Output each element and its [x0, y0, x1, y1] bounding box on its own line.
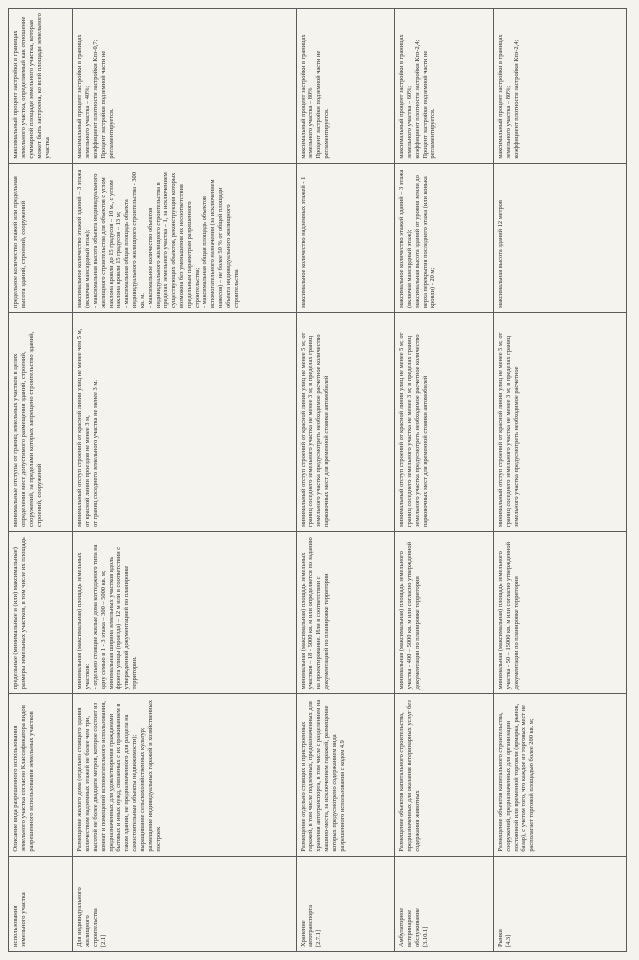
header-plot-sizes: предельные (минимальные и (или) максимальные) размеры земельных участков, в том числе их площадь	[9, 532, 73, 694]
header-use-description: Описание вида разрешенного использования земельного участка согласно Классификатора видов разрешенного использования земельных участков	[9, 694, 73, 856]
cell-plot-sizes: минимальная (максимальная) площадь земельных участков: - отдельно стоящие жилые дома коттеджного типа на одну семью в 1 - 3 этажа – 300 – 5000 кв. м; минимальная ширина земельных участков вдоль фронта улицы (проезда) – 12 м или в соответствии с утвержденной документацией по планировке территории.	[73, 532, 296, 694]
cell-floors-height: максимальное количество этажей зданий – 3 этажа (включая мансардный этаж); - максимальная высота объекта индивидуального жилищного строительства для объектов с углом наклона кровли до 15 градусов – 10 м., с углом наклона кровли 15 градусов – 13 м; - максимальная общая площадь объекта индивидуального жилищного строительства - 300 кв. м. - максимальное количество объектов индивидуального жилищного строительства в пределах земельного участка – 1, за исключением существующих объектов, реконструкция которых возможна без уменьшения их несоответствия предельным параметрам разрешенного строительства; - максимальная общая площадь объектов вспомогательного назначения (за исключением навесов) – не более 50 % от общей площади объекта индивидуального жилищного строительства	[73, 163, 296, 312]
header-use-name: использования земельного участка	[9, 856, 73, 951]
table-header-row	[9, 9, 73, 952]
cell-coverage: максимальный процент застройки в границах земельного участка – 80%; коэффициент плотности застройки Кпз-2,4;	[493, 9, 626, 164]
header-floors-height: предельное количество этажей или предельная высота зданий, строений, сооружений	[9, 163, 73, 312]
header-coverage: максимальный процент застройки в границах земельного участка, определяемый как отношение суммарной площади земельного участка, которая может быть застроена, ко всей площади земельного участка	[9, 9, 73, 164]
land-use-regulations-table	[8, 8, 627, 952]
cell-use-description: Размещение жилого дома (отдельно стоящего здания количеством надземных этажей не более чем три, высотой не более двадцати метров, которое состоит из комнат и помещений вспомогательного использования, предназначенных для удовлетворения гражданами бытовых и иных нужд, связанных с их проживанием в таком здании, не предназначенного для раздела на самостоятельные объекты недвижимости); выращивание сельскохозяйственных культур; размещение индивидуальных гаражей и хозяйственных построек	[73, 694, 296, 856]
cell-setbacks: минимальный отступ строений от красной линии улиц не менее 5 м; от границ соседнего земельного участка не менее 3 м; в пределах границ земельного участка предусмотреть необходимое расчетное	[493, 313, 626, 532]
cell-coverage: максимальный процент застройки в границах земельного участка – 60%; коэффициент плотности застройки Кпз-2,4; Процент застройки подземной части не регламентируется.	[395, 9, 494, 164]
table-row	[395, 9, 494, 952]
header-setbacks: минимальные отступы от границ земельных участков в целях определения мест допустимого размещения зданий, строений, сооружений, за пределами которых запрещено строительство зданий, строений, сооружений	[9, 313, 73, 532]
cell-plot-sizes: минимальная (максимальная) площадь земельного участка - 400 – 5000 кв. м или согласно утвержденной документации по планировке территории	[395, 532, 494, 694]
cell-use-name: Хранение автотранспорта [2.7.1]	[296, 856, 395, 951]
cell-plot-sizes: минимальная (максимальная) площадь земельного участка - 50 – 15000 кв. м или согласно утвержденной документации по планировке территории	[493, 532, 626, 694]
cell-coverage: максимальный процент застройки в границах земельного участка – 40%; коэффициент плотности застройки Кпз-0,7; Процент застройки подземной части не регламентируется.	[73, 9, 296, 164]
cell-use-description: Размещение объектов капитального строительства, предназначенных для оказания ветеринарных услуг без содержания животных	[395, 694, 494, 856]
cell-floors-height: максимальное количество этажей зданий – 3 этажа (включая мансардный этаж); максимальная высота зданий от уровня земли до верха перекрытия последнего этажа (или конька кровли) - 20 м;	[395, 163, 494, 312]
cell-use-name: Рынки [4.3]	[493, 856, 626, 951]
cell-use-name: Амбулаторное ветеринарное обслуживание [3.10.1]	[395, 856, 494, 951]
cell-floors-height: максимальное количество надземных этажей - 1	[296, 163, 395, 312]
cell-plot-sizes: минимальная (максимальная) площадь земельных участков – 18 - 5000 кв. м или определяется по заданию на проектирование. Или в соответствии с документацией по планировке территории	[296, 532, 395, 694]
table-row	[73, 9, 296, 952]
cell-setbacks: минимальный отступ строений от красной линии улиц не менее 5 м; от границ соседнего земельного участка не менее 3 м; в пределах границ земельного участка предусмотреть необходимое расчетное количество парковочных мест для временной стоянки автомобилей	[296, 313, 395, 532]
cell-use-name: Для индивидуального жилищного строительства [2.1]	[73, 856, 296, 951]
cell-floors-height: максимальная высота зданий 12 метров	[493, 163, 626, 312]
cell-setbacks: минимальный отступ строений от красной линии улиц не менее чем 5 м, от красной линии проездов не менее 3 м, от границ соседнего земельного участка не менее 3 м.	[73, 313, 296, 532]
cell-coverage: максимальный процент застройки в границах земельного участка – 80% Процент застройки подземной части не регламентируется.	[296, 9, 395, 164]
cell-use-description: Размещение отдельно стоящих и пристроенных гаражей, в том числе подземных, предназначенных для хранения автотранспорта, в том числе с разделением на машино-места, за исключением гаражей, размещение которых предусмотрено содержанием вида разрешенного использования с кодом 4.9	[296, 694, 395, 856]
cell-use-description: Размещение объектов капитального строительства, сооружений, предназначенных для организации постоянной или временной торговли (ярмарка, рынок, базар), с учетом того, что каждое из торговых мест не располагает торговой площадью более 200 кв. м;	[493, 694, 626, 856]
table-row	[493, 9, 626, 952]
table-row	[296, 9, 395, 952]
cell-setbacks: минимальный отступ строений от красной линии улиц не менее 5 м; от границ соседнего земельного участка не менее 3 м; в пределах границ земельного участка предусмотреть необходимое расчетное количество парковочных мест для временной стоянки автомобилей	[395, 313, 494, 532]
